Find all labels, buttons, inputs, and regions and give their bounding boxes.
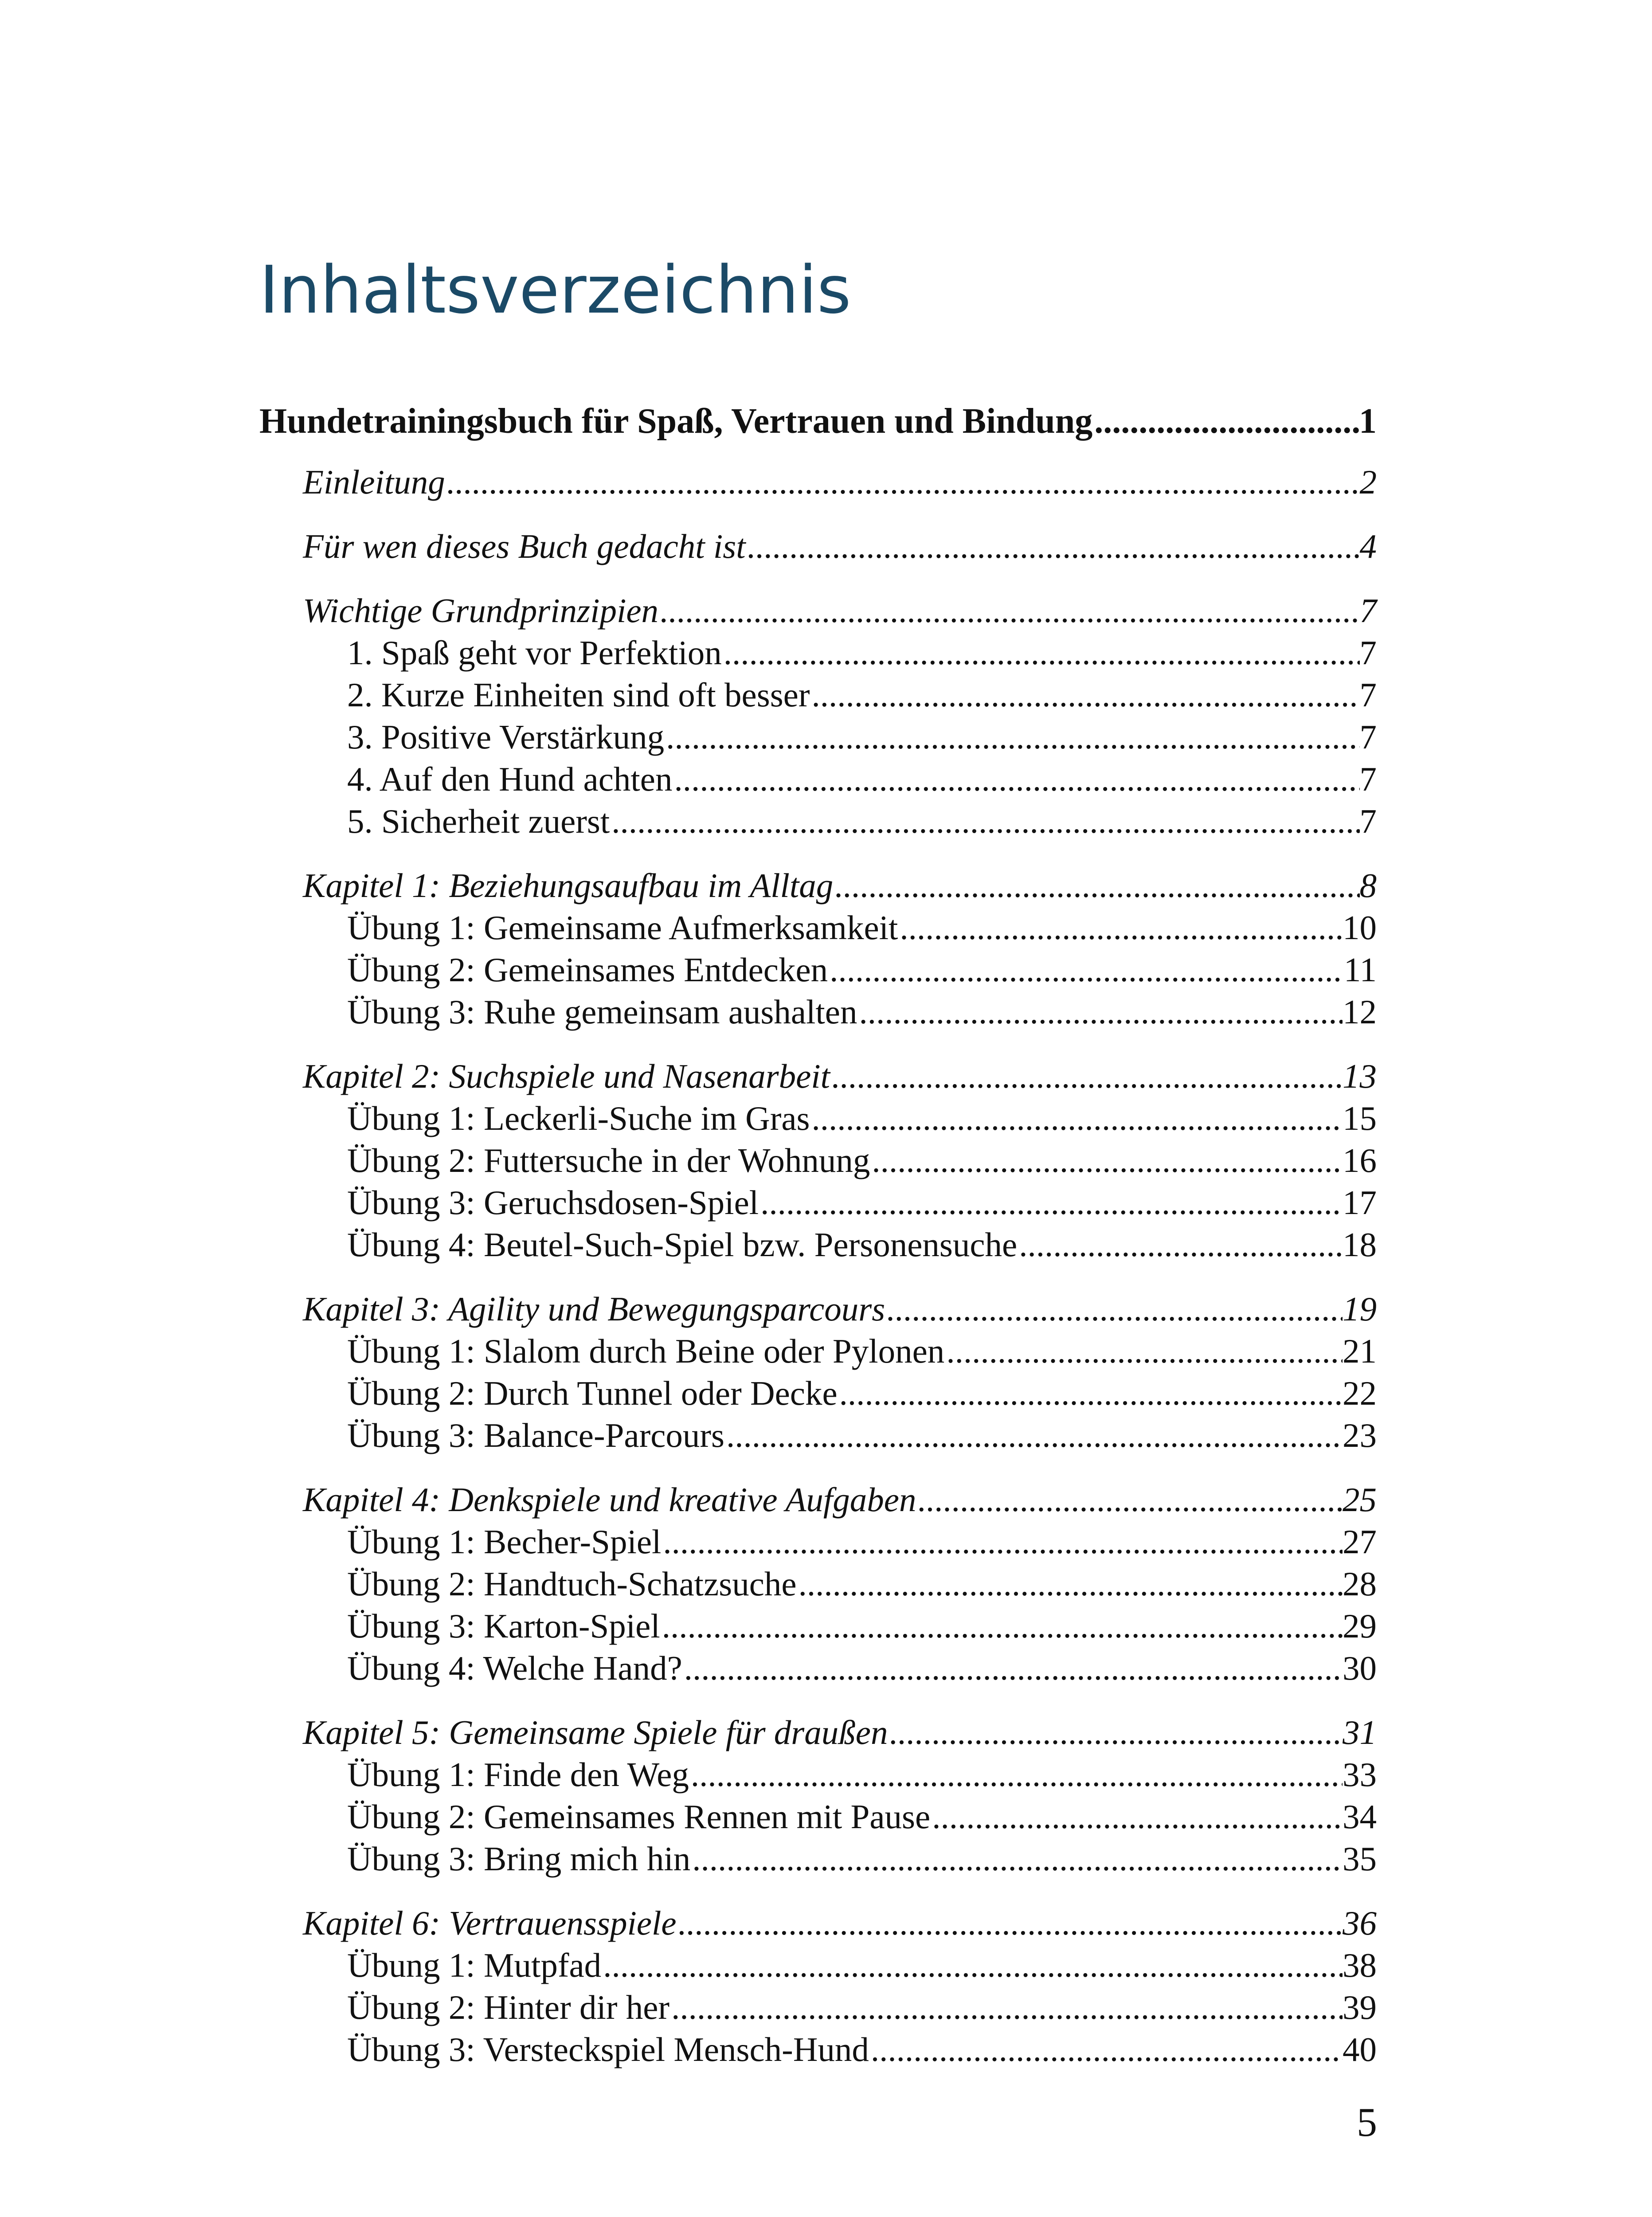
toc-entry-title: Übung 1: Leckerli-Suche im Gras xyxy=(347,1099,810,1137)
toc-group xyxy=(259,461,1377,503)
dot-leader xyxy=(660,1605,1343,1647)
toc-entry-subsection[interactable] xyxy=(259,1521,1377,1563)
toc-entry-title: Übung 2: Gemeinsames Entdecken xyxy=(347,951,828,989)
page-title: Inhaltsverzeichnis xyxy=(259,252,851,328)
toc-entry-title: Wichtige Grundprinzipien xyxy=(303,591,659,630)
toc-entry-page: 2 xyxy=(1359,463,1377,501)
dot-leader xyxy=(898,907,1343,949)
toc-entry-title: Kapitel 3: Agility und Bewegungsparcours xyxy=(303,1290,885,1328)
toc-entry-page: 7 xyxy=(1359,802,1377,840)
toc-entry-subsection[interactable] xyxy=(259,1097,1377,1140)
toc-entry-page: 7 xyxy=(1359,760,1377,798)
toc-entry-page: 10 xyxy=(1343,909,1377,947)
dot-leader xyxy=(682,1647,1343,1689)
dot-leader xyxy=(759,1182,1343,1224)
toc-entry-page: 38 xyxy=(1343,1946,1377,1984)
toc-entry-page: 17 xyxy=(1343,1183,1377,1222)
toc-entry-subsection[interactable] xyxy=(259,949,1377,991)
dot-leader xyxy=(610,800,1359,842)
toc-entry-page: 31 xyxy=(1343,1713,1377,1751)
toc-entry-title: Übung 3: Ruhe gemeinsam aushalten xyxy=(347,993,857,1031)
toc-entry-subsection[interactable] xyxy=(259,1605,1377,1647)
toc-entry-page: 11 xyxy=(1343,951,1377,989)
toc-entry-page: 23 xyxy=(1343,1416,1377,1454)
toc-entry-section[interactable] xyxy=(259,1902,1377,1944)
dot-leader xyxy=(930,1796,1343,1838)
toc-entry-title: Übung 2: Futtersuche in der Wohnung xyxy=(347,1141,870,1179)
toc-entry-title: Übung 4: Beutel-Such-Spiel bzw. Personensuche xyxy=(347,1226,1018,1264)
toc-group xyxy=(259,1712,1377,1880)
toc-entry-title: Übung 1: Mutpfad xyxy=(347,1946,602,1984)
toc-entry-page: 13 xyxy=(1343,1057,1377,1095)
toc-entry-title: Übung 1: Gemeinsame Aufmerksamkeit xyxy=(347,909,898,947)
toc-entry-page: 21 xyxy=(1343,1332,1377,1370)
toc-entry-title: 2. Kurze Einheiten sind oft besser xyxy=(347,676,810,714)
toc-entry-page: 4 xyxy=(1359,527,1377,565)
toc-entry-subsection[interactable] xyxy=(259,674,1377,716)
toc-entry-title: Hundetrainingsbuch für Spaß, Vertrauen und Bindung xyxy=(259,402,1093,441)
toc-entry-title: Übung 1: Finde den Weg xyxy=(347,1755,689,1794)
toc-entry-title: Übung 2: Hinter dir her xyxy=(347,1988,670,2026)
toc-entry-title: Übung 2: Durch Tunnel oder Decke xyxy=(347,1374,838,1412)
toc-entry-page: 30 xyxy=(1343,1649,1377,1687)
toc-entry-subsection[interactable] xyxy=(259,1330,1377,1372)
dot-leader xyxy=(664,716,1359,758)
toc-entry-title: Kapitel 6: Vertrauensspiele xyxy=(303,1904,677,1942)
toc-entry-section[interactable] xyxy=(259,590,1377,632)
toc-entry-section[interactable] xyxy=(259,461,1377,503)
toc-entry-title: 3. Positive Verstärkung xyxy=(347,718,665,756)
toc-entry-page: 22 xyxy=(1343,1374,1377,1412)
toc-entry-page: 7 xyxy=(1359,718,1377,756)
toc-entry-subsection[interactable] xyxy=(259,1140,1377,1182)
toc-entry-subsection[interactable] xyxy=(259,1647,1377,1689)
dot-leader xyxy=(689,1754,1343,1796)
toc-entry-subsection[interactable] xyxy=(259,991,1377,1033)
toc-entry-title: Übung 1: Becher-Spiel xyxy=(347,1523,662,1561)
dot-leader xyxy=(944,1330,1343,1372)
toc-entry-title: Übung 2: Gemeinsames Rennen mit Pause xyxy=(347,1798,931,1836)
toc-group xyxy=(259,590,1377,842)
dot-leader xyxy=(658,590,1359,632)
table-of-contents xyxy=(259,399,1377,2071)
toc-entry-page: 7 xyxy=(1359,591,1377,630)
toc-entry-page: 36 xyxy=(1343,1904,1377,1942)
toc-entry-title: 4. Auf den Hund achten xyxy=(347,760,673,798)
toc-entry-title: Übung 3: Geruchsdosen-Spiel xyxy=(347,1183,759,1222)
toc-group xyxy=(259,1055,1377,1266)
dot-leader xyxy=(661,1521,1343,1563)
toc-entry-section[interactable] xyxy=(259,1479,1377,1521)
dot-leader xyxy=(857,991,1343,1033)
toc-entry-page: 28 xyxy=(1343,1565,1377,1603)
dot-leader xyxy=(677,1902,1343,1944)
dot-leader xyxy=(669,1986,1343,2029)
dot-leader xyxy=(810,1097,1343,1140)
dot-leader xyxy=(916,1479,1343,1521)
toc-entry-subsection[interactable] xyxy=(259,1563,1377,1605)
dot-leader xyxy=(1092,399,1359,443)
toc-entry-subsection[interactable] xyxy=(259,1414,1377,1457)
dot-leader xyxy=(1017,1224,1343,1266)
toc-entry-subsection[interactable] xyxy=(259,1796,1377,1838)
toc-entry-page: 19 xyxy=(1343,1290,1377,1328)
dot-leader xyxy=(672,758,1359,800)
toc-entry-subsection[interactable] xyxy=(259,1372,1377,1414)
dot-leader xyxy=(724,1414,1343,1457)
toc-entry-subsection[interactable] xyxy=(259,1986,1377,2029)
toc-entry-title: Übung 3: Balance-Parcours xyxy=(347,1416,725,1454)
toc-entry-subsection[interactable] xyxy=(259,1224,1377,1266)
toc-entry-section[interactable] xyxy=(259,1712,1377,1754)
toc-entry-title: Übung 3: Bring mich hin xyxy=(347,1840,691,1878)
toc-entry-section[interactable] xyxy=(259,865,1377,907)
toc-entry-title: Kapitel 1: Beziehungsaufbau im Alltag xyxy=(303,866,834,905)
toc-entry-title: 1. Spaß geht vor Perfektion xyxy=(347,634,722,672)
toc-group xyxy=(259,1479,1377,1689)
toc-entry-page: 8 xyxy=(1359,866,1377,905)
dot-leader xyxy=(885,1288,1343,1330)
toc-entry-subsection[interactable] xyxy=(259,716,1377,758)
toc-entry-page: 29 xyxy=(1343,1607,1377,1645)
toc-entry-title: Übung 3: Karton-Spiel xyxy=(347,1607,660,1645)
toc-entry-page: 7 xyxy=(1359,676,1377,714)
toc-sections xyxy=(259,461,1377,2071)
dot-leader xyxy=(838,1372,1343,1414)
toc-entry-subsection[interactable] xyxy=(259,632,1377,674)
dot-leader xyxy=(830,1055,1343,1097)
dot-leader xyxy=(870,1140,1343,1182)
toc-entry-page: 40 xyxy=(1343,2030,1377,2068)
dot-leader xyxy=(690,1838,1343,1880)
toc-entry-subsection[interactable] xyxy=(259,1944,1377,1986)
toc-entry-title: Kapitel 5: Gemeinsame Spiele für draußen xyxy=(303,1713,888,1751)
toc-entry-book[interactable] xyxy=(259,399,1377,461)
toc-entry-section[interactable] xyxy=(259,1288,1377,1330)
toc-entry-page: 16 xyxy=(1343,1141,1377,1179)
dot-leader xyxy=(828,949,1344,991)
toc-group xyxy=(259,1288,1377,1457)
toc-group xyxy=(259,1902,1377,2071)
toc-entry-page: 25 xyxy=(1343,1481,1377,1519)
toc-entry-page: 33 xyxy=(1343,1755,1377,1794)
toc-group xyxy=(259,525,1377,568)
page-number: 5 xyxy=(1357,2099,1377,2145)
toc-entry-title: 5. Sicherheit zuerst xyxy=(347,802,610,840)
dot-leader xyxy=(888,1712,1343,1754)
dot-leader xyxy=(869,2029,1343,2071)
toc-entry-section[interactable] xyxy=(259,525,1377,568)
toc-entry-title: Übung 2: Handtuch-Schatzsuche xyxy=(347,1565,797,1603)
dot-leader xyxy=(601,1944,1343,1986)
toc-entry-title: Für wen dieses Buch gedacht ist xyxy=(303,527,746,565)
toc-entry-page: 39 xyxy=(1343,1988,1377,2026)
toc-entry-title: Kapitel 4: Denkspiele und kreative Aufgaben xyxy=(303,1481,916,1519)
toc-entry-page: 18 xyxy=(1343,1226,1377,1264)
dot-leader xyxy=(833,865,1359,907)
toc-entry-subsection[interactable] xyxy=(259,1838,1377,1880)
toc-entry-title: Übung 3: Versteckspiel Mensch-Hund xyxy=(347,2030,869,2068)
dot-leader xyxy=(722,632,1360,674)
dot-leader xyxy=(810,674,1360,716)
toc-entry-page: 27 xyxy=(1343,1523,1377,1561)
toc-entry-title: Übung 1: Slalom durch Beine oder Pylonen xyxy=(347,1332,945,1370)
toc-entry-subsection[interactable] xyxy=(259,1182,1377,1224)
toc-entry-page: 7 xyxy=(1359,634,1377,672)
toc-entry-page: 1 xyxy=(1359,402,1377,441)
dot-leader xyxy=(746,525,1360,568)
toc-entry-title: Einleitung xyxy=(303,463,445,501)
toc-entry-page: 15 xyxy=(1343,1099,1377,1137)
toc-entry-subsection[interactable] xyxy=(259,2029,1377,2071)
toc-entry-subsection[interactable] xyxy=(259,758,1377,800)
toc-entry-subsection[interactable] xyxy=(259,907,1377,949)
toc-entry-page: 34 xyxy=(1343,1798,1377,1836)
toc-entry-title: Übung 4: Welche Hand? xyxy=(347,1649,682,1687)
toc-entry-subsection[interactable] xyxy=(259,1754,1377,1796)
toc-entry-page: 35 xyxy=(1343,1840,1377,1878)
toc-entry-section[interactable] xyxy=(259,1055,1377,1097)
toc-entry-page: 12 xyxy=(1343,993,1377,1031)
toc-entry-title: Kapitel 2: Suchspiele und Nasenarbeit xyxy=(303,1057,830,1095)
dot-leader xyxy=(797,1563,1343,1605)
toc-entry-subsection[interactable] xyxy=(259,800,1377,842)
dot-leader xyxy=(445,461,1360,503)
toc-group xyxy=(259,865,1377,1033)
